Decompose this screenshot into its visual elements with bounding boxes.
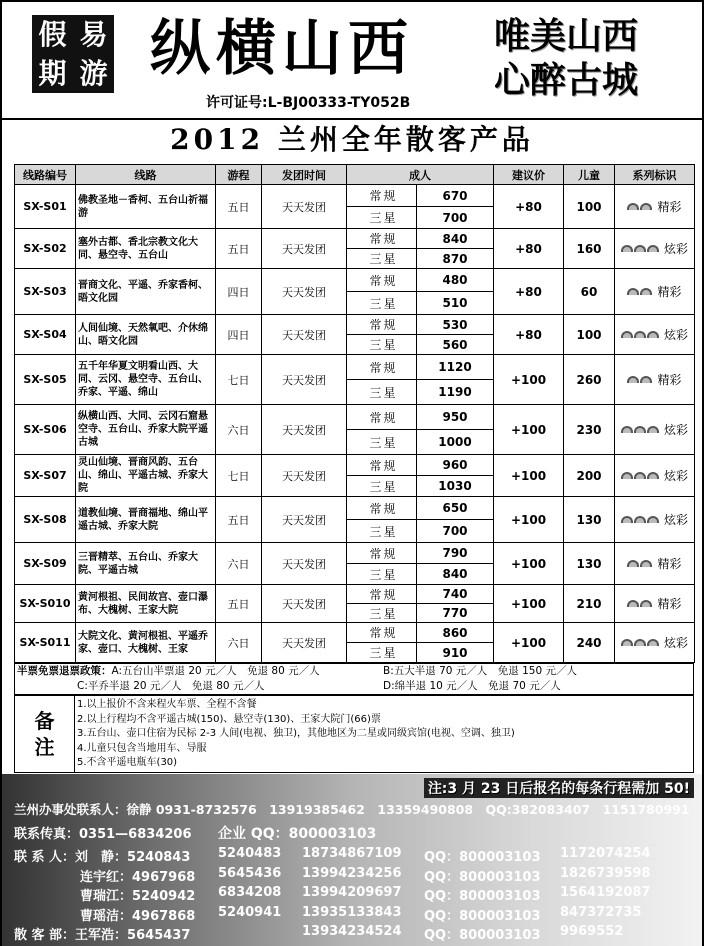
series-mark bbox=[615, 229, 695, 269]
table-row bbox=[15, 315, 695, 335]
col-header: 游程 bbox=[216, 165, 262, 185]
series-label: 炫彩 bbox=[663, 469, 688, 483]
adult-price: 840 bbox=[417, 564, 494, 585]
route-code: SX-S010 bbox=[15, 585, 76, 623]
contact-c5: 9969552 bbox=[560, 924, 624, 939]
price-tier: 常规 bbox=[347, 229, 417, 249]
trip-days: 七日 bbox=[216, 455, 262, 497]
adult-price: 960 bbox=[417, 455, 494, 476]
arch-icon bbox=[627, 203, 639, 210]
contact-c4: QQ：800003103 bbox=[424, 869, 541, 885]
brand-title: 纵横山西 bbox=[150, 14, 414, 84]
table-row bbox=[15, 623, 695, 643]
series-label: 炫彩 bbox=[663, 513, 688, 527]
suggested-markup: +100 bbox=[494, 623, 564, 663]
arch-icon bbox=[621, 426, 633, 433]
route-code: SX-S05 bbox=[15, 355, 76, 405]
adult-price: 860 bbox=[417, 623, 494, 643]
route-name: 五千年华夏文明看山西、大同、云冈、悬空寺、五台山、乔家、平遥、绵山 bbox=[76, 355, 216, 405]
price-tier: 常规 bbox=[347, 269, 417, 292]
trip-days: 六日 bbox=[216, 405, 262, 455]
notes-section bbox=[14, 695, 694, 773]
suggested-markup: +100 bbox=[494, 543, 564, 585]
route-name: 塞外古都、香北宗教文化大同、悬空寺、五台山 bbox=[76, 229, 216, 269]
series-label: 炫彩 bbox=[663, 423, 688, 437]
table-row bbox=[15, 543, 695, 564]
arch-icon bbox=[621, 331, 633, 338]
arch-icon bbox=[634, 245, 646, 252]
arch-icon bbox=[627, 560, 639, 567]
price-tier: 常规 bbox=[347, 315, 417, 335]
child-price: 160 bbox=[564, 229, 615, 269]
contact-c2: 5240483 bbox=[218, 846, 282, 861]
child-price: 260 bbox=[564, 355, 615, 405]
contact-c4: QQ：800003103 bbox=[424, 889, 541, 904]
trip-days: 四日 bbox=[216, 269, 262, 315]
table-body bbox=[15, 185, 695, 663]
series-label: 精彩 bbox=[657, 285, 682, 299]
badge-char: 易 bbox=[79, 17, 108, 51]
adult-price: 700 bbox=[417, 207, 494, 229]
col-header: 儿童 bbox=[564, 165, 615, 185]
child-price: 200 bbox=[564, 455, 615, 497]
contact-c3: 13994234256 bbox=[302, 865, 402, 881]
fax-number: 联系传真：0351—6834206 bbox=[14, 827, 192, 842]
table-row bbox=[15, 269, 695, 292]
col-header: 线路编号 bbox=[15, 165, 76, 185]
child-price: 100 bbox=[564, 315, 615, 355]
col-header: 成人 bbox=[347, 165, 494, 185]
arch-icon bbox=[627, 600, 639, 607]
policy-label: 半票免票退票政策： bbox=[17, 665, 112, 677]
notes-label-text: 备注 bbox=[34, 709, 55, 759]
series-label: 精彩 bbox=[657, 373, 682, 387]
child-price: 100 bbox=[564, 185, 615, 229]
contact-c5: 1564192087 bbox=[560, 885, 651, 900]
contact-c4: QQ：800003103 bbox=[424, 850, 541, 865]
departure-time: 天天发团 bbox=[262, 315, 347, 355]
holiday-badge bbox=[32, 15, 114, 93]
adult-price: 790 bbox=[417, 543, 494, 564]
company-qq: 企业 QQ：800003103 bbox=[218, 826, 377, 842]
adult-price: 1000 bbox=[417, 430, 494, 455]
trip-days: 五日 bbox=[216, 185, 262, 229]
table-row bbox=[15, 355, 695, 380]
route-name: 纵横山西、大同、云冈石窟悬空寺、五台山、乔家大院平遥古城 bbox=[76, 405, 216, 455]
contact-footer bbox=[2, 774, 702, 946]
price-tier: 三星 bbox=[347, 476, 417, 497]
adult-price: 740 bbox=[417, 585, 494, 604]
series-mark bbox=[615, 185, 695, 229]
note-item: 2.以上行程均不含平遥古城(150)、悬空寺(130)、王家大院门(66)票 bbox=[77, 713, 381, 725]
badge-char: 游 bbox=[79, 56, 108, 90]
suggested-markup: +100 bbox=[494, 497, 564, 543]
arch-icon bbox=[640, 376, 652, 383]
note-item: 1.以上报价不含来程火车票、全程不含餐 bbox=[77, 699, 257, 710]
arch-icon bbox=[647, 472, 659, 479]
series-mark bbox=[615, 405, 695, 455]
contact-c4: QQ：800003103 bbox=[424, 928, 541, 943]
table-row bbox=[15, 455, 695, 476]
trip-days: 六日 bbox=[216, 623, 262, 663]
arch-icon bbox=[640, 600, 652, 607]
route-name: 灵山仙境、晋商风韵、五台山、绵山、平遥古城、乔家大院 bbox=[76, 455, 216, 497]
departure-time: 天天发团 bbox=[262, 497, 347, 543]
contact-name: 曹瑞江：5240942 bbox=[80, 889, 196, 904]
table-row bbox=[15, 585, 695, 604]
price-tier: 三星 bbox=[347, 249, 417, 269]
route-name: 大院文化、黄河根祖、平遥乔家、壶口、大槐树、王家 bbox=[76, 623, 216, 663]
series-mark bbox=[615, 455, 695, 497]
route-name: 三晋精萃、五台山、乔家大院、平遥古城 bbox=[76, 543, 216, 585]
series-mark bbox=[615, 585, 695, 623]
route-code: SX-S04 bbox=[15, 315, 76, 355]
contact-c3: 13934234524 bbox=[302, 924, 402, 939]
policy-item-d: D:绵半退 10 元／人 免退 70 元／人 bbox=[383, 680, 561, 692]
departure-time: 天天发团 bbox=[262, 455, 347, 497]
contact-c2: 5645436 bbox=[218, 865, 282, 881]
table-row bbox=[15, 497, 695, 520]
route-code: SX-S09 bbox=[15, 543, 76, 585]
table-row bbox=[15, 185, 695, 207]
adult-price: 530 bbox=[417, 315, 494, 335]
adult-price: 840 bbox=[417, 229, 494, 249]
price-tier: 常规 bbox=[347, 585, 417, 604]
trip-days: 四日 bbox=[216, 315, 262, 355]
adult-price: 1190 bbox=[417, 380, 494, 405]
series-label: 炫彩 bbox=[663, 328, 688, 342]
adult-price: 870 bbox=[417, 249, 494, 269]
col-header: 发团时间 bbox=[262, 165, 347, 185]
route-code: SX-S08 bbox=[15, 497, 76, 543]
series-label: 精彩 bbox=[657, 557, 682, 571]
arch-icon bbox=[627, 288, 639, 295]
arch-icon bbox=[634, 472, 646, 479]
adult-price: 650 bbox=[417, 497, 494, 520]
contact-name: 联 系 人：刘 静：5240843 bbox=[14, 850, 191, 865]
series-label: 炫彩 bbox=[663, 242, 688, 256]
page-title: 2012 兰州全年散客产品 bbox=[2, 118, 702, 158]
contact-c3: 18734867109 bbox=[302, 846, 402, 861]
series-mark bbox=[615, 269, 695, 315]
adult-price: 670 bbox=[417, 185, 494, 207]
license-number: 许可证号:L-BJ00333-TY052B bbox=[206, 95, 411, 111]
child-price: 130 bbox=[564, 497, 615, 543]
route-code: SX-S07 bbox=[15, 455, 76, 497]
policy-item-c: C:平乔半退 20 元／人 免退 80 元／人 bbox=[77, 680, 265, 692]
suggested-markup: +80 bbox=[494, 315, 564, 355]
price-tier: 三星 bbox=[347, 335, 417, 355]
arch-icon bbox=[634, 639, 646, 646]
arch-icon bbox=[621, 639, 633, 646]
departure-time: 天天发团 bbox=[262, 269, 347, 315]
departure-time: 天天发团 bbox=[262, 405, 347, 455]
price-tier: 三星 bbox=[347, 380, 417, 405]
contact-name: 曹瑶洁：4967868 bbox=[80, 908, 196, 924]
departure-time: 天天发团 bbox=[262, 543, 347, 585]
route-code: SX-S01 bbox=[15, 185, 76, 229]
col-header: 系列标识 bbox=[615, 165, 695, 185]
contact-name: 连宇红：4967968 bbox=[80, 869, 196, 885]
series-mark bbox=[615, 315, 695, 355]
contact-c5: 1826739598 bbox=[560, 865, 651, 881]
series-mark bbox=[615, 497, 695, 543]
price-tier: 三星 bbox=[347, 520, 417, 543]
policy-item-b: B:五大半退 70 元／人 免退 150 元／人 bbox=[383, 665, 577, 677]
child-price: 230 bbox=[564, 405, 615, 455]
suggested-markup: +80 bbox=[494, 185, 564, 229]
badge-char: 期 bbox=[38, 56, 67, 90]
slogan-line: 唯美山西 bbox=[494, 15, 639, 57]
contact-c5: 1172074254 bbox=[560, 846, 651, 861]
arch-icon bbox=[640, 203, 652, 210]
suggested-markup: +80 bbox=[494, 269, 564, 315]
trip-days: 五日 bbox=[216, 229, 262, 269]
price-tier: 三星 bbox=[347, 292, 417, 315]
price-tier: 常规 bbox=[347, 185, 417, 207]
contact-c4: QQ：800003103 bbox=[424, 908, 541, 924]
departure-time: 天天发团 bbox=[262, 585, 347, 623]
slogan bbox=[494, 14, 684, 104]
table-row bbox=[15, 229, 695, 249]
note-item: 4.儿童只包含当地用车、导服 bbox=[77, 742, 207, 754]
surcharge-note: 注:3 月 23 日后报名的每条行程需加 50! bbox=[424, 778, 694, 798]
trip-days: 五日 bbox=[216, 585, 262, 623]
trip-days: 五日 bbox=[216, 497, 262, 543]
arch-icon bbox=[647, 639, 659, 646]
departure-time: 天天发团 bbox=[262, 623, 347, 663]
arch-icon bbox=[621, 472, 633, 479]
refund-policy bbox=[14, 663, 694, 695]
adult-price: 560 bbox=[417, 335, 494, 355]
adult-price: 480 bbox=[417, 269, 494, 292]
arch-icon bbox=[640, 560, 652, 567]
trip-days: 六日 bbox=[216, 543, 262, 585]
suggested-markup: +100 bbox=[494, 405, 564, 455]
child-price: 240 bbox=[564, 623, 615, 663]
route-code: SX-S011 bbox=[15, 623, 76, 663]
adult-price: 1120 bbox=[417, 355, 494, 380]
route-name: 佛教圣地－香柯、五台山祈福游 bbox=[76, 185, 216, 229]
contact-name: 散 客 部：王军浩：5645437 bbox=[14, 928, 191, 943]
price-tier: 常规 bbox=[347, 543, 417, 564]
price-tier: 常规 bbox=[347, 623, 417, 643]
arch-icon bbox=[634, 331, 646, 338]
notes-label bbox=[15, 696, 75, 772]
table-header-row bbox=[15, 165, 695, 185]
departure-time: 天天发团 bbox=[262, 185, 347, 229]
series-label: 精彩 bbox=[657, 597, 682, 611]
price-tier: 三星 bbox=[347, 430, 417, 455]
adult-price: 700 bbox=[417, 520, 494, 543]
note-item: 5.不含平遥电瓶车(30) bbox=[77, 757, 178, 768]
office-contact: 兰州办事处联系人：徐静 0931-8732576 13919385462 13359490808 QQ:382083407 1151780991 bbox=[14, 802, 690, 817]
notes-list bbox=[77, 698, 689, 771]
price-tier: 三星 bbox=[347, 643, 417, 663]
adult-price: 910 bbox=[417, 643, 494, 663]
route-name: 人间仙境、天然氧吧、介休绵山、晤文化园 bbox=[76, 315, 216, 355]
route-name: 晋商文化、平遥、乔家香柯、晤文化园 bbox=[76, 269, 216, 315]
adult-price: 770 bbox=[417, 604, 494, 623]
suggested-markup: +80 bbox=[494, 229, 564, 269]
price-tier: 常规 bbox=[347, 497, 417, 520]
arch-icon bbox=[640, 288, 652, 295]
route-name: 道教仙境、晋商福地、绵山平遥古城、乔家大院 bbox=[76, 497, 216, 543]
note-item: 3.五台山、壶口住宿为民标 2-3 人间(电视、独卫)，其他地区为二星或同级宾馆(电视、空调、独卫) bbox=[77, 728, 515, 739]
arch-icon bbox=[634, 426, 646, 433]
adult-price: 510 bbox=[417, 292, 494, 315]
arch-icon bbox=[627, 376, 639, 383]
price-tier: 三星 bbox=[347, 564, 417, 585]
departure-time: 天天发团 bbox=[262, 355, 347, 405]
child-price: 130 bbox=[564, 543, 615, 585]
child-price: 60 bbox=[564, 269, 615, 315]
arch-icon bbox=[634, 516, 646, 523]
route-code: SX-S03 bbox=[15, 269, 76, 315]
suggested-markup: +100 bbox=[494, 355, 564, 405]
suggested-markup: +100 bbox=[494, 455, 564, 497]
arch-icon bbox=[647, 426, 659, 433]
contact-c2: 6834208 bbox=[218, 885, 282, 900]
slogan-line: 心醉古城 bbox=[494, 59, 639, 101]
policy-item-a: A:五台山半票退 20 元／人 免退 80 元／人 bbox=[111, 665, 320, 677]
arch-icon bbox=[621, 245, 633, 252]
suggested-markup: +100 bbox=[494, 585, 564, 623]
route-code: SX-S02 bbox=[15, 229, 76, 269]
series-label: 精彩 bbox=[657, 200, 682, 214]
header bbox=[2, 2, 702, 114]
price-tier: 常规 bbox=[347, 355, 417, 380]
series-label: 炫彩 bbox=[663, 636, 688, 650]
price-tier: 三星 bbox=[347, 207, 417, 229]
series-mark bbox=[615, 543, 695, 585]
arch-icon bbox=[621, 516, 633, 523]
child-price: 210 bbox=[564, 585, 615, 623]
badge-char: 假 bbox=[38, 17, 67, 51]
series-mark bbox=[615, 355, 695, 405]
arch-icon bbox=[647, 516, 659, 523]
table-row bbox=[15, 405, 695, 430]
contact-c3: 13994209697 bbox=[302, 885, 402, 900]
arch-icon bbox=[647, 245, 659, 252]
price-tier: 常规 bbox=[347, 405, 417, 430]
trip-days: 七日 bbox=[216, 355, 262, 405]
arch-icon bbox=[647, 331, 659, 338]
adult-price: 950 bbox=[417, 405, 494, 430]
route-name: 黄河根祖、民间故宫、壶口瀑布、大槐树、王家大院 bbox=[76, 585, 216, 623]
contact-c2: 5240941 bbox=[218, 904, 282, 920]
product-table bbox=[14, 164, 695, 663]
adult-price: 1030 bbox=[417, 476, 494, 497]
series-mark bbox=[615, 623, 695, 663]
route-code: SX-S06 bbox=[15, 405, 76, 455]
price-tier: 三星 bbox=[347, 604, 417, 623]
price-tier: 常规 bbox=[347, 455, 417, 476]
departure-time: 天天发团 bbox=[262, 229, 347, 269]
col-header: 建议价 bbox=[494, 165, 564, 185]
contact-c5: 847372735 bbox=[560, 904, 642, 920]
col-header: 线路 bbox=[76, 165, 216, 185]
contact-c3: 13935133843 bbox=[302, 904, 402, 920]
